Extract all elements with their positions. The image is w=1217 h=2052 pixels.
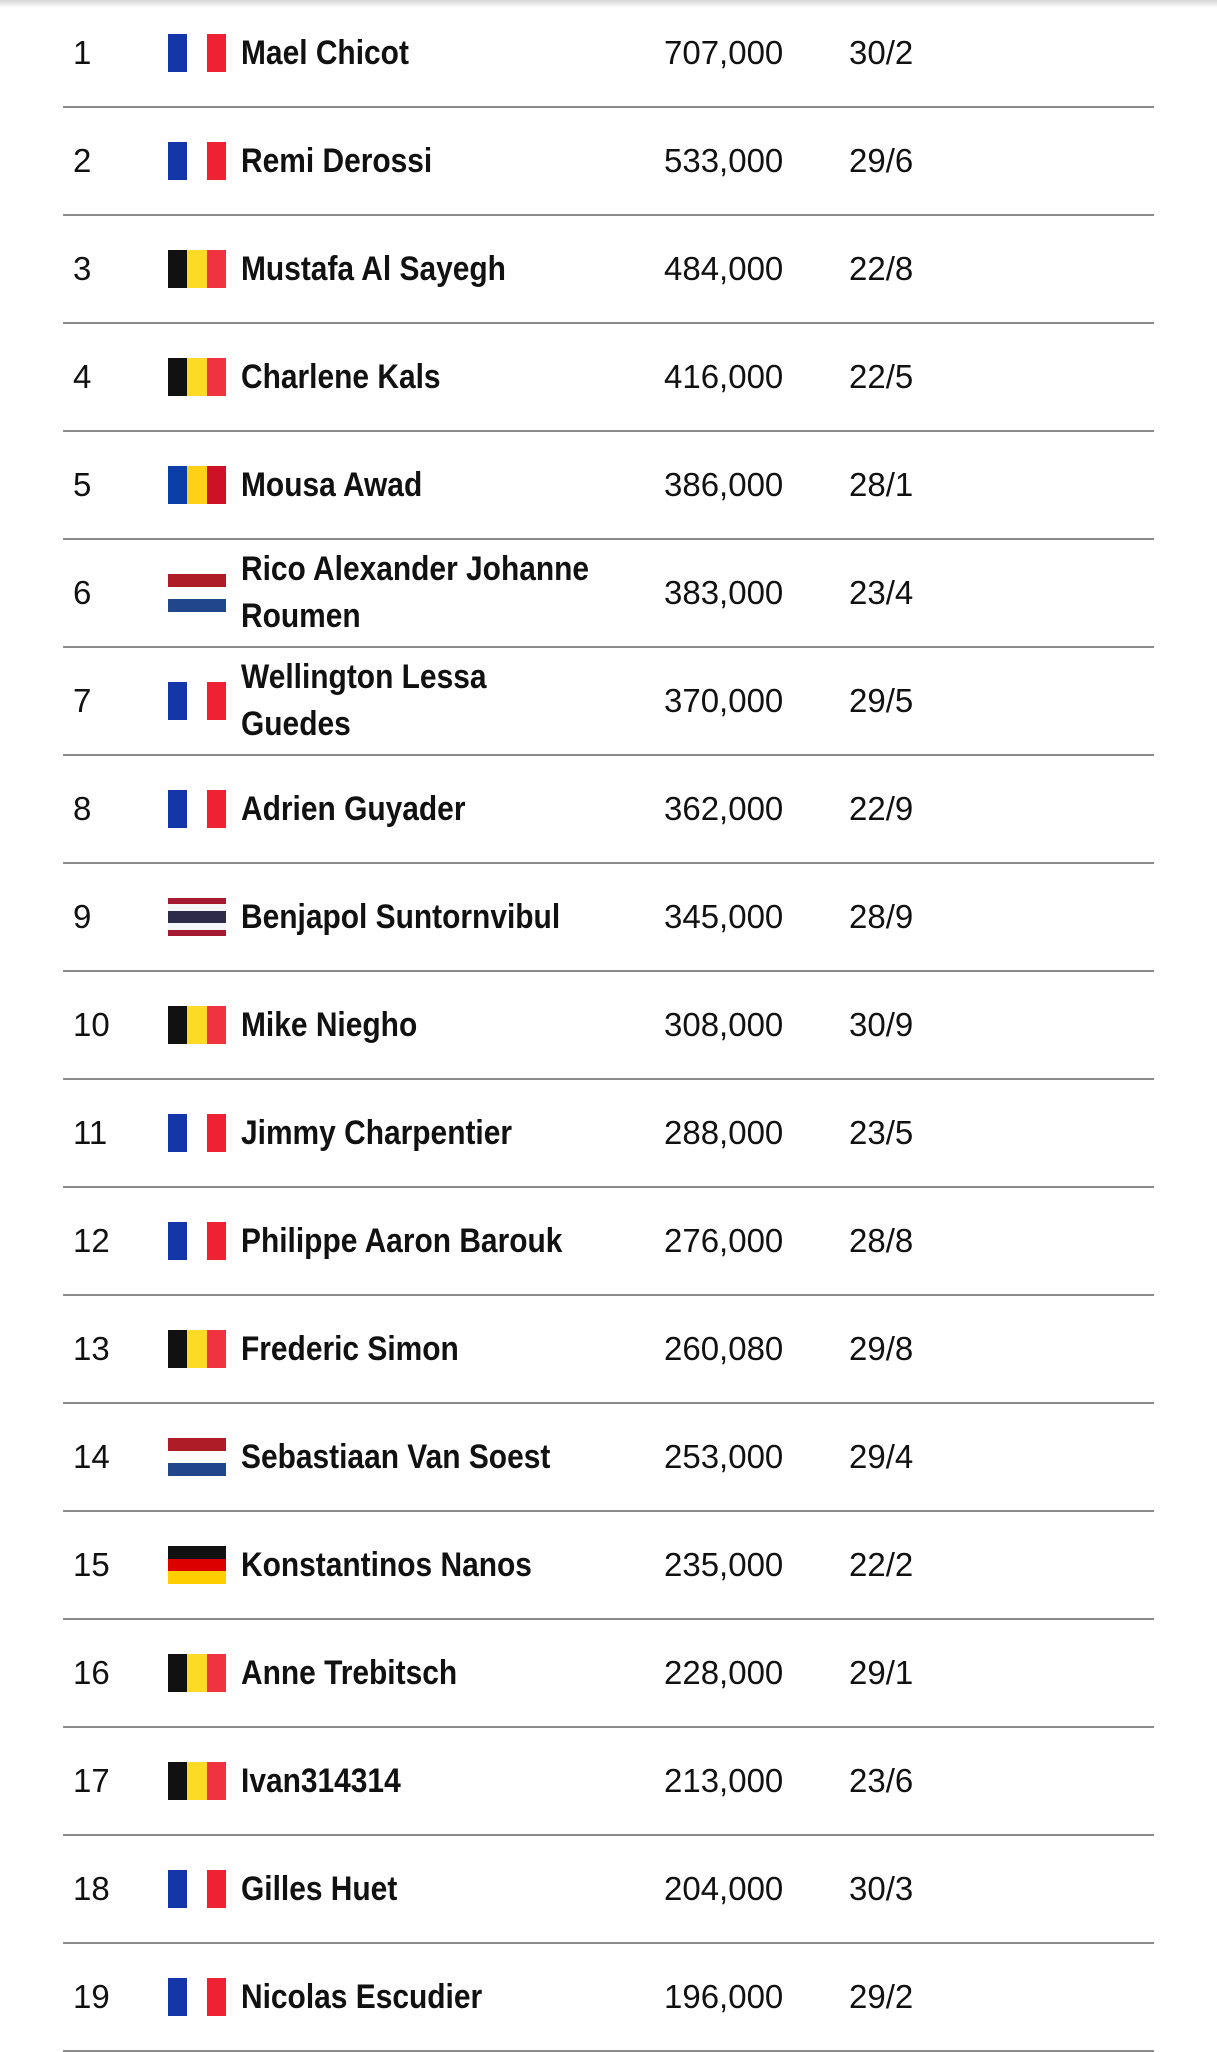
score-value: 22/5 [849, 358, 914, 395]
belgium-flag-icon [168, 1006, 226, 1044]
flag-cell [168, 216, 234, 322]
flag-stripe [168, 1222, 187, 1260]
flag-stripe [207, 1654, 226, 1692]
table-row [63, 216, 1154, 324]
flag-stripe [207, 682, 226, 720]
prize-amount: 345,000 [664, 898, 784, 935]
rank-number: 6 [73, 574, 92, 611]
rank-number: 13 [73, 1330, 110, 1367]
flag-stripe [187, 1006, 206, 1044]
flag-stripe [187, 466, 206, 504]
france-flag-icon [168, 1978, 226, 2016]
flag-stripe [168, 1438, 226, 1451]
prize-amount: 288,000 [664, 1114, 784, 1151]
france-flag-icon [168, 790, 226, 828]
player-name: Konstantinos Nanos [241, 1545, 532, 1584]
player-name: Sebastiaan Van Soest [241, 1437, 551, 1476]
table-row [63, 0, 1154, 108]
netherlands-flag-icon [168, 574, 226, 612]
flag-stripe [187, 1978, 206, 2016]
player-name: Mustafa Al Sayegh [241, 249, 506, 288]
flag-stripe [207, 1222, 226, 1260]
score-value: 22/2 [849, 1546, 914, 1583]
flag-stripe [187, 358, 206, 396]
belgium-flag-icon [168, 1330, 226, 1368]
flag-stripe [168, 358, 187, 396]
flag-cell [168, 1620, 234, 1726]
player-name: Jimmy Charpentier [241, 1113, 513, 1152]
france-flag-icon [168, 142, 226, 180]
table-row [63, 1944, 1154, 2052]
flag-stripe [168, 1762, 187, 1800]
table-row [63, 864, 1154, 972]
flag-cell [168, 756, 234, 862]
flag-stripe [168, 1463, 226, 1476]
player-name: Rico Alexander Johanne Roumen [241, 550, 590, 635]
table-row [63, 648, 1154, 756]
rank-number: 10 [73, 1006, 110, 1043]
flag-stripe [168, 790, 187, 828]
player-name: Mousa Awad [241, 465, 423, 504]
rank-number: 17 [73, 1762, 110, 1799]
rank-number: 16 [73, 1654, 110, 1691]
flag-stripe [168, 1006, 187, 1044]
table-row [63, 756, 1154, 864]
player-name: Wellington Lessa Guedes [241, 658, 487, 743]
flag-stripe [187, 250, 206, 288]
flag-cell [168, 1728, 234, 1834]
score-value: 29/1 [849, 1654, 914, 1691]
table-row [63, 108, 1154, 216]
rank-number: 18 [73, 1870, 110, 1907]
flag-stripe [168, 1870, 187, 1908]
table-row [63, 432, 1154, 540]
score-value: 23/5 [849, 1114, 914, 1151]
flag-stripe [187, 1330, 206, 1368]
flag-stripe [207, 466, 226, 504]
score-value: 30/2 [849, 34, 914, 71]
score-value: 30/9 [849, 1006, 914, 1043]
table-row [63, 1080, 1154, 1188]
flag-cell [168, 1836, 234, 1942]
rank-number: 7 [73, 682, 92, 719]
flag-stripe [207, 34, 226, 72]
rank-number: 8 [73, 790, 92, 827]
flag-stripe [187, 1222, 206, 1260]
rank-number: 12 [73, 1222, 110, 1259]
player-name: Mike Niegho [241, 1005, 418, 1044]
rank-number: 15 [73, 1546, 110, 1583]
flag-stripe [168, 142, 187, 180]
prize-amount: 370,000 [664, 682, 784, 719]
rank-number: 14 [73, 1438, 110, 1475]
flag-stripe [168, 1571, 226, 1584]
flag-stripe [168, 682, 187, 720]
flag-cell [168, 1188, 234, 1294]
flag-cell [168, 0, 234, 106]
prize-amount: 707,000 [664, 34, 784, 71]
prize-amount: 235,000 [664, 1546, 784, 1583]
france-flag-icon [168, 1870, 226, 1908]
prize-amount: 484,000 [664, 250, 784, 287]
flag-stripe [187, 34, 206, 72]
table-row [63, 1188, 1154, 1296]
table-row [63, 1512, 1154, 1620]
netherlands-flag-icon [168, 1438, 226, 1476]
flag-stripe [207, 358, 226, 396]
flag-stripe [168, 1451, 226, 1464]
flag-stripe [187, 1762, 206, 1800]
flag-stripe [207, 1978, 226, 2016]
prize-amount: 213,000 [664, 1762, 784, 1799]
prize-amount: 383,000 [664, 574, 784, 611]
flag-cell [168, 1944, 234, 2050]
thailand-flag-icon [168, 898, 226, 936]
player-name: Anne Trebitsch [241, 1653, 458, 1692]
prize-amount: 416,000 [664, 358, 784, 395]
rank-number: 4 [73, 358, 92, 395]
table-row [63, 1296, 1154, 1404]
flag-stripe [207, 1114, 226, 1152]
flag-stripe [187, 142, 206, 180]
flag-cell [168, 972, 234, 1078]
score-value: 22/8 [849, 250, 914, 287]
prize-amount: 204,000 [664, 1870, 784, 1907]
flag-stripe [207, 1762, 226, 1800]
flag-cell [168, 1404, 234, 1510]
flag-stripe [168, 1546, 226, 1559]
table-row [63, 1728, 1154, 1836]
prize-amount: 308,000 [664, 1006, 784, 1043]
rank-number: 19 [73, 1978, 110, 2015]
flag-stripe [207, 250, 226, 288]
flag-stripe [207, 142, 226, 180]
score-value: 28/1 [849, 466, 914, 503]
flag-stripe [207, 1870, 226, 1908]
flag-stripe [168, 34, 187, 72]
flag-cell [168, 648, 234, 754]
flag-stripe [207, 790, 226, 828]
score-value: 28/8 [849, 1222, 914, 1259]
belgium-flag-icon [168, 1762, 226, 1800]
score-value: 23/6 [849, 1762, 914, 1799]
flag-stripe [207, 1330, 226, 1368]
belgium-flag-icon [168, 250, 226, 288]
table-row [63, 324, 1154, 432]
flag-cell [168, 432, 234, 538]
score-value: 22/9 [849, 790, 914, 827]
flag-stripe [187, 1870, 206, 1908]
score-value: 29/2 [849, 1978, 914, 2015]
rank-number: 9 [73, 898, 92, 935]
prize-amount: 533,000 [664, 142, 784, 179]
player-name: Benjapol Suntornvibul [241, 897, 561, 936]
flag-stripe [168, 1978, 187, 2016]
table-row [63, 972, 1154, 1080]
flag-stripe [168, 574, 226, 587]
prize-amount: 276,000 [664, 1222, 784, 1259]
leaderboard-table [63, 0, 1154, 2052]
rank-number: 5 [73, 466, 92, 503]
flag-stripe [207, 1006, 226, 1044]
score-value: 23/4 [849, 574, 914, 611]
flag-stripe [168, 1114, 187, 1152]
player-name: Remi Derossi [241, 141, 433, 180]
flag-stripe [168, 1654, 187, 1692]
player-name: Mael Chicot [241, 33, 409, 72]
flag-cell [168, 1512, 234, 1618]
france-flag-icon [168, 1114, 226, 1152]
player-name: Frederic Simon [241, 1329, 459, 1368]
rank-number: 11 [73, 1114, 108, 1151]
belgium-flag-icon [168, 1654, 226, 1692]
prize-amount: 253,000 [664, 1438, 784, 1475]
romania-flag-icon [168, 466, 226, 504]
table-row [63, 1404, 1154, 1512]
flag-cell [168, 540, 234, 646]
player-name: Nicolas Escudier [241, 1977, 483, 2016]
flag-stripe [187, 1114, 206, 1152]
flag-cell [168, 324, 234, 430]
score-value: 28/9 [849, 898, 914, 935]
score-value: 29/6 [849, 142, 914, 179]
flag-stripe [168, 930, 226, 936]
france-flag-icon [168, 682, 226, 720]
flag-cell [168, 1296, 234, 1402]
flag-stripe [168, 599, 226, 612]
prize-amount: 362,000 [664, 790, 784, 827]
flag-stripe [187, 682, 206, 720]
flag-stripe [168, 587, 226, 600]
table-row [63, 1620, 1154, 1728]
table-row [63, 540, 1154, 648]
score-value: 29/8 [849, 1330, 914, 1367]
flag-stripe [168, 1330, 187, 1368]
score-value: 29/4 [849, 1438, 914, 1475]
france-flag-icon [168, 34, 226, 72]
flag-stripe [168, 466, 187, 504]
score-value: 29/5 [849, 682, 914, 719]
prize-amount: 196,000 [664, 1978, 784, 2015]
flag-cell [168, 1080, 234, 1186]
table-row [63, 1836, 1154, 1944]
prize-amount: 386,000 [664, 466, 784, 503]
flag-stripe [168, 250, 187, 288]
flag-cell [168, 108, 234, 214]
france-flag-icon [168, 1222, 226, 1260]
flag-cell [168, 864, 234, 970]
rank-number: 3 [73, 250, 92, 287]
player-name: Gilles Huet [241, 1869, 398, 1908]
flag-stripe [168, 1559, 226, 1572]
prize-amount: 228,000 [664, 1654, 784, 1691]
flag-stripe [187, 1654, 206, 1692]
player-name: Adrien Guyader [241, 789, 466, 828]
flag-stripe [187, 790, 206, 828]
player-name: Charlene Kals [241, 357, 441, 396]
player-name: Ivan314314 [241, 1761, 401, 1800]
rank-number: 1 [73, 34, 92, 71]
germany-flag-icon [168, 1546, 226, 1584]
score-value: 30/3 [849, 1870, 914, 1907]
belgium-flag-icon [168, 358, 226, 396]
player-name: Philippe Aaron Barouk [241, 1221, 563, 1260]
prize-amount: 260,080 [664, 1330, 784, 1367]
rank-number: 2 [73, 142, 92, 179]
